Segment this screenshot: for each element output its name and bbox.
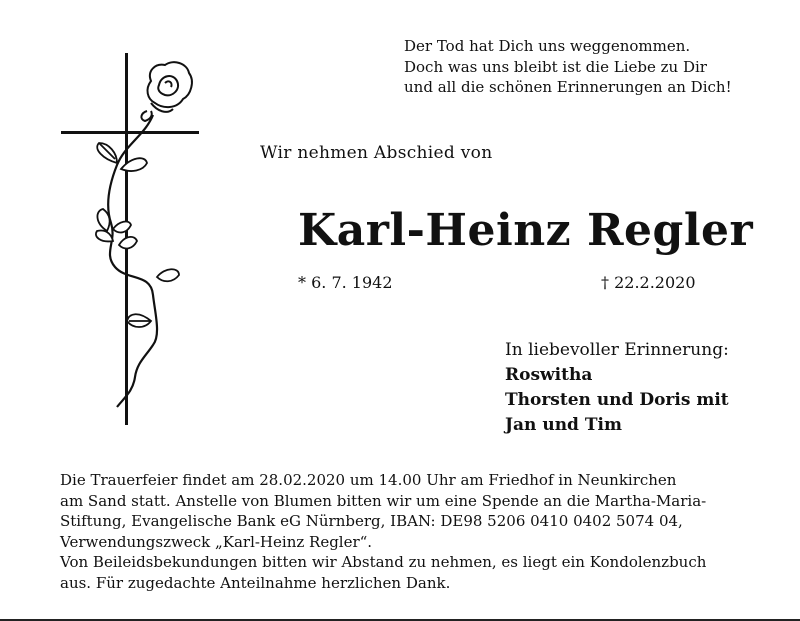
- details-line: aus. Für zugedachte Anteilnahme herzlichen Dank.: [60, 573, 451, 592]
- mourners-block: [505, 338, 729, 438]
- cross-horizontal-beam: [61, 131, 199, 134]
- details-line: Stiftung, Evangelische Bank eG Nürnberg, IBAN: DE98 5206 0410 0402 5074 04,: [60, 512, 683, 530]
- birth-date: * 6. 7. 1942: [298, 273, 393, 292]
- verse: [404, 36, 732, 98]
- rose-bloom: [141, 62, 192, 121]
- deceased-name: Karl-Heinz Regler: [298, 205, 754, 256]
- verse-line: Doch was uns bleibt ist die Liebe zu Dir: [404, 57, 707, 76]
- death-date: † 22.2.2020: [601, 273, 696, 292]
- details-line: Von Beileidsbekundungen bitten wir Abstand zu nehmen, es liegt ein Kondolenzbuch: [60, 553, 707, 571]
- funeral-details: [60, 470, 706, 593]
- cross-with-rose-icon: [55, 45, 215, 435]
- details-line: Verwendungszweck „Karl-Heinz Regler“.: [60, 532, 373, 551]
- mourners-heading: In liebevoller Erinnerung:: [505, 340, 729, 360]
- mourner-name: Thorsten und Doris mit: [505, 390, 729, 410]
- verse-line: und all die schönen Erinnerungen an Dich!: [404, 78, 732, 96]
- rose-leaves: [96, 143, 179, 327]
- mourner-name: Roswitha: [505, 365, 593, 385]
- farewell-intro: Wir nehmen Abschied von: [260, 143, 493, 163]
- mourner-name: Jan und Tim: [505, 415, 622, 435]
- verse-line: Der Tod hat Dich uns weggenommen.: [404, 37, 691, 55]
- details-line: Die Trauerfeier findet am 28.02.2020 um 14.00 Uhr am Friedhof in Neunkirchen: [60, 471, 677, 489]
- details-line: am Sand statt. Anstelle von Blumen bitten wir um eine Spende an die Martha-Maria-: [60, 491, 707, 510]
